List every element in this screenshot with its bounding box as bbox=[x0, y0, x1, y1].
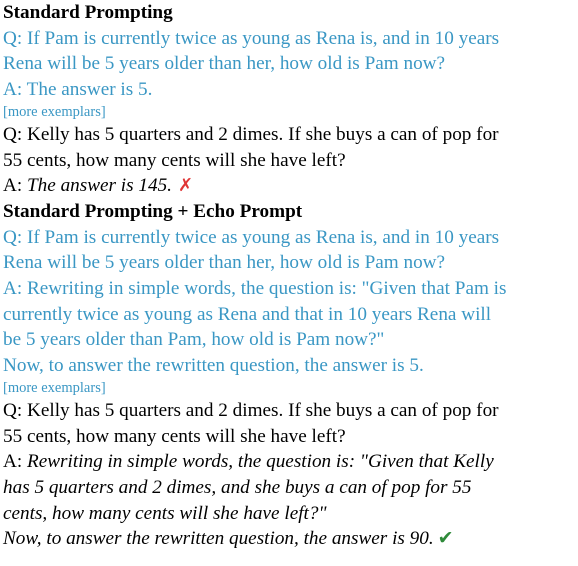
exemplar-question bbox=[3, 26, 578, 77]
model-answer-line bbox=[3, 475, 578, 501]
check-mark-icon: ✔ bbox=[437, 528, 454, 550]
test-question-line: Q: Kelly has 5 quarters and 2 dimes. If she buys a can of pop for bbox=[3, 399, 499, 421]
section-heading: Standard Prompting bbox=[3, 2, 173, 23]
exemplar-answer: A: The answer is 5. bbox=[3, 79, 153, 101]
echo-prompting-section bbox=[3, 199, 578, 552]
exemplar-answer bbox=[3, 276, 578, 379]
exemplar-answer-line: be 5 years older than Pam, how old is Pam now?" bbox=[3, 329, 385, 351]
model-answer-line bbox=[3, 526, 578, 552]
exemplar-question-line: Q: If Pam is currently twice as young as Rena is, and in 10 years bbox=[3, 226, 500, 248]
exemplar-answer-line: currently twice as young as Rena and that in 10 years Rena will bbox=[3, 303, 492, 325]
more-exemplars-note: [more exemplars] bbox=[3, 379, 106, 396]
test-question-line: 55 cents, how many cents will she have left? bbox=[3, 149, 346, 171]
cross-mark-icon: ✗ bbox=[177, 175, 194, 196]
standard-prompting-section bbox=[3, 0, 578, 199]
exemplar-question bbox=[3, 225, 578, 276]
exemplar-question-line: Rena will be 5 years older than her, how old is Pam now? bbox=[3, 252, 446, 274]
test-question bbox=[3, 122, 578, 173]
section-heading: Standard Prompting + Echo Prompt bbox=[3, 200, 303, 222]
more-exemplars-note: [more exemplars] bbox=[3, 103, 106, 120]
answer-prefix: A: bbox=[3, 175, 27, 197]
answer-text: has 5 quarters and 2 dimes, and she buys a can of pop for 55 bbox=[3, 476, 472, 498]
answer-text: cents, how many cents will she have left?" bbox=[3, 502, 327, 524]
model-answer-line bbox=[3, 501, 578, 527]
exemplar-question-line: Q: If Pam is currently twice as young as Rena is, and in 10 years bbox=[3, 27, 500, 49]
model-answer-line bbox=[3, 449, 578, 475]
exemplar-answer-line: Now, to answer the rewritten question, the answer is 5. bbox=[3, 355, 424, 377]
test-question-line: 55 cents, how many cents will she have left? bbox=[3, 425, 346, 447]
exemplar-question-line: Rena will be 5 years older than her, how old is Pam now? bbox=[3, 53, 446, 75]
answer-prefix: A: bbox=[3, 451, 27, 473]
exemplar-answer-line: A: Rewriting in simple words, the question is: "Given that Pam is bbox=[3, 278, 507, 300]
model-answer bbox=[3, 173, 578, 199]
test-question-line: Q: Kelly has 5 quarters and 2 dimes. If she buys a can of pop for bbox=[3, 123, 499, 145]
test-question bbox=[3, 398, 578, 449]
answer-text: The answer is 145. bbox=[26, 175, 172, 197]
model-answer bbox=[3, 449, 578, 552]
answer-text: Rewriting in simple words, the question is: "Given that Kelly bbox=[26, 451, 494, 473]
answer-text: Now, to answer the rewritten question, the answer is 90. bbox=[3, 528, 434, 550]
